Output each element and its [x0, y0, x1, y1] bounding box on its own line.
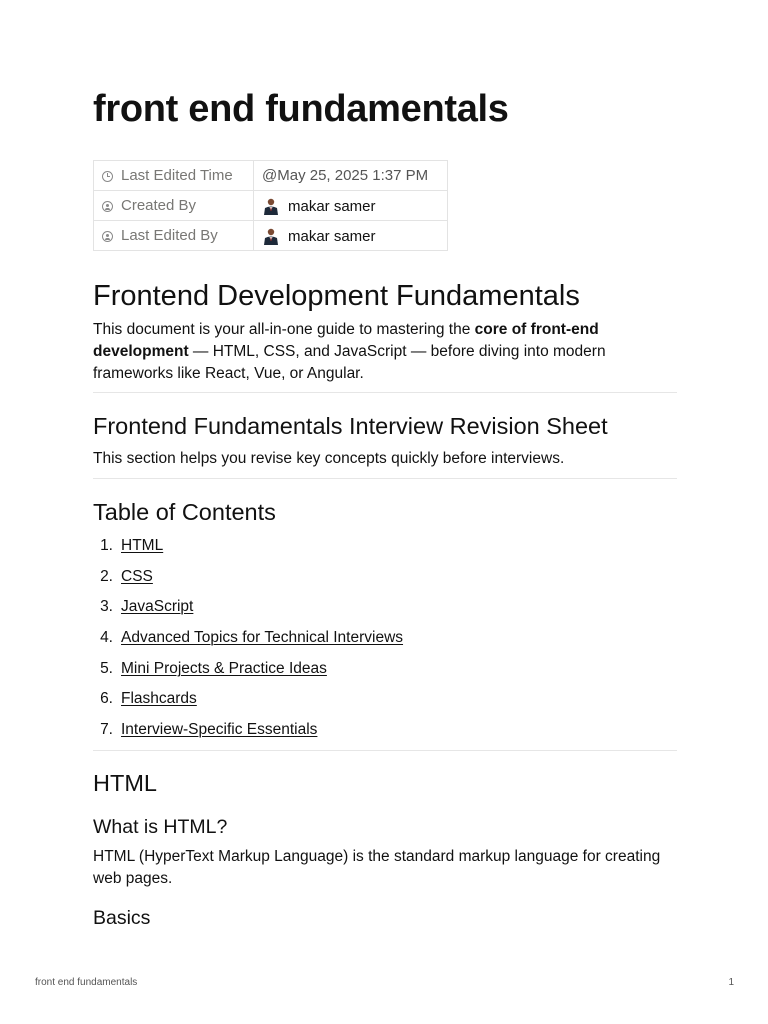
toc-link-flashcards[interactable]: Flashcards	[121, 690, 197, 708]
toc-item	[93, 623, 403, 654]
intro-paragraph	[93, 319, 677, 385]
intro-heading: Frontend Development Fundamentals	[93, 280, 580, 312]
toc-number: 3.	[100, 598, 113, 616]
toc-link-advanced-topics[interactable]: Advanced Topics for Technical Interviews	[121, 629, 404, 647]
html-section-heading: HTML	[93, 770, 157, 796]
intro-text-bold: core of front-end development	[93, 321, 599, 360]
toc-item	[93, 562, 403, 593]
basics-heading: Basics	[93, 907, 151, 929]
footer-document-title: front end fundamentals	[35, 977, 138, 988]
created-by-value: makar samer	[288, 197, 376, 215]
toc-number: 1.	[100, 537, 113, 554]
intro-text-after: — HTML, CSS, and JavaScript — before diving into modern frameworks like React, Vue, or Angular.	[93, 343, 606, 382]
toc-number: 4.	[100, 629, 113, 647]
clock-icon	[102, 171, 113, 182]
revision-paragraph: This section helps you revise key concepts quickly before interviews.	[93, 450, 565, 467]
toc-item	[93, 592, 403, 623]
divider	[93, 478, 677, 479]
toc-link-css[interactable]: CSS	[121, 567, 153, 585]
toc-item	[93, 684, 403, 715]
toc-number: 5.	[100, 659, 113, 677]
toc-number: 6.	[100, 690, 113, 708]
property-row-last-edited-time	[94, 161, 448, 191]
avatar	[262, 197, 280, 215]
toc-item	[93, 715, 403, 746]
toc-link-javascript[interactable]: JavaScript	[121, 598, 194, 616]
divider	[93, 392, 677, 393]
avatar	[262, 227, 280, 245]
intro-text-before: This document is your all-in-one guide to mastering the	[93, 321, 475, 338]
toc-heading: Table of Contents	[93, 499, 276, 525]
property-row-last-edited-by	[94, 221, 448, 251]
what-is-html-heading: What is HTML?	[93, 816, 228, 838]
properties-table	[93, 160, 448, 251]
last-edited-by-value: makar samer	[288, 227, 376, 245]
revision-heading: Frontend Fundamentals Interview Revision Sheet	[93, 413, 608, 439]
divider	[93, 750, 677, 751]
toc-link-mini-projects[interactable]: Mini Projects & Practice Ideas	[121, 659, 327, 677]
toc-link-interview-essentials[interactable]: Interview-Specific Essentials	[121, 721, 318, 739]
toc-number: 2.	[100, 567, 113, 585]
property-name-cell	[94, 191, 254, 221]
property-label: Last Edited By	[121, 227, 218, 244]
toc-number: 7.	[100, 721, 113, 739]
table-of-contents	[93, 531, 403, 746]
user-icon	[102, 201, 113, 212]
property-label: Last Edited Time	[121, 167, 233, 184]
property-name-cell	[94, 221, 254, 251]
property-name-cell	[94, 161, 254, 191]
toc-item	[93, 654, 403, 685]
property-value-cell[interactable]	[254, 191, 448, 221]
last-edited-time-value: @May 25, 2025 1:37 PM	[262, 167, 429, 184]
property-row-created-by	[94, 191, 448, 221]
page-title: front end fundamentals	[93, 88, 509, 130]
toc-link-html[interactable]: HTML	[121, 537, 164, 554]
property-value-cell	[254, 161, 448, 191]
property-label: Created By	[121, 197, 197, 214]
toc-item	[93, 531, 403, 562]
user-icon	[102, 231, 113, 242]
property-value-cell[interactable]	[254, 221, 448, 251]
html-definition-paragraph: HTML (HyperText Markup Language) is the standard markup language for creating web pages.	[93, 848, 661, 887]
footer-page-number: 1	[728, 977, 734, 988]
